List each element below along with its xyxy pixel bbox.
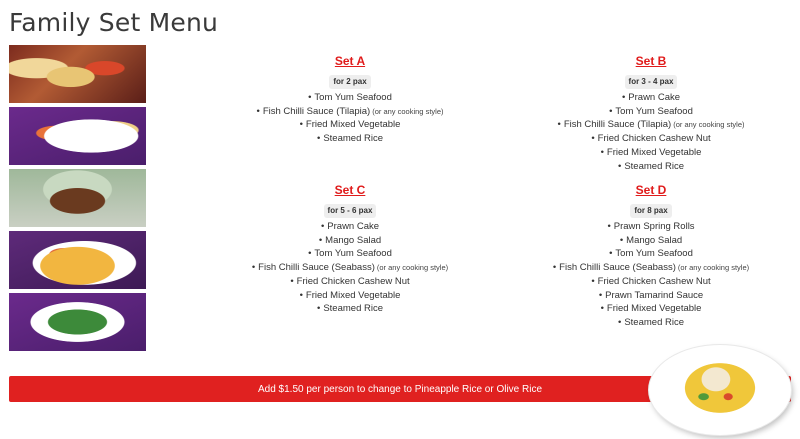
list-item — [521, 118, 781, 132]
list-item — [521, 146, 781, 160]
bullet-icon: • — [618, 160, 622, 172]
set-d-item-list — [521, 220, 781, 330]
set-b-pax-badge: for 3 - 4 pax — [625, 75, 678, 89]
list-item — [521, 105, 781, 119]
item-text: Steamed Rice — [624, 316, 684, 328]
bullet-icon: • — [290, 275, 294, 287]
list-item — [521, 316, 781, 330]
list-item — [220, 289, 480, 303]
page-title: Family Set Menu — [9, 8, 219, 37]
bullet-icon: • — [299, 289, 303, 301]
item-text: Fish Chilli Sauce (Tilapia) — [262, 105, 371, 117]
list-item — [521, 247, 781, 261]
item-text: Fried Mixed Vegetable — [606, 303, 702, 315]
item-text: Fried Mixed Vegetable — [606, 146, 702, 158]
set-c-title-link[interactable]: Set C — [334, 183, 366, 197]
bullet-icon: • — [607, 221, 611, 232]
dish-photo-4 — [9, 231, 146, 289]
item-text: Fried Chicken Cashew Nut — [597, 275, 711, 287]
item-text: Prawn Tamarind Sauce — [605, 289, 704, 301]
item-text: Prawn Cake — [327, 221, 380, 232]
bullet-icon: • — [552, 262, 557, 274]
set-c-pax-badge: for 5 - 6 pax — [324, 204, 377, 218]
list-item — [521, 91, 781, 105]
bullet-icon: • — [557, 119, 561, 131]
set-a-card — [220, 54, 480, 146]
list-item — [521, 160, 781, 174]
set-b-item-list — [521, 91, 781, 173]
item-text: Fried Chicken Cashew Nut — [296, 275, 410, 287]
bullet-icon: • — [251, 262, 256, 274]
bullet-icon: • — [609, 105, 613, 117]
list-item — [220, 247, 480, 261]
item-note: (or any cooking style) — [677, 263, 750, 273]
item-text: Prawn Spring Rolls — [613, 221, 695, 232]
item-text: Mango Salad — [325, 234, 382, 246]
set-b-card — [521, 54, 781, 173]
bullet-icon: • — [619, 234, 624, 246]
set-c-card — [220, 183, 480, 316]
set-a-title-link[interactable]: Set A — [334, 54, 366, 68]
list-item — [220, 118, 480, 132]
item-note: (or any cooking style) — [376, 263, 449, 273]
bullet-icon: • — [320, 221, 325, 232]
item-text: Tom Yum Seafood — [314, 248, 392, 260]
dish-photo-5 — [9, 293, 146, 351]
bullet-icon: • — [621, 92, 626, 103]
item-text: Tom Yum Seafood — [615, 248, 693, 260]
item-note: (or any cooking style) — [372, 106, 444, 116]
rice-upgrade-banner[interactable]: Add $1.50 per person to change to Pineapple Rice or Olive Rice — [9, 376, 791, 402]
list-item — [521, 289, 781, 303]
bullet-icon: • — [308, 92, 312, 103]
set-d-card — [521, 183, 781, 330]
list-item — [220, 220, 480, 234]
dish-photo-3 — [9, 169, 146, 227]
bullet-icon: • — [308, 248, 312, 260]
list-item — [220, 91, 480, 105]
bullet-icon: • — [618, 316, 622, 328]
bullet-icon: • — [591, 133, 595, 145]
list-item — [220, 261, 480, 275]
item-text: Tom Yum Seafood — [615, 105, 693, 117]
list-item — [521, 220, 781, 234]
item-text: Tom Yum Seafood — [314, 92, 392, 103]
dish-photo-2 — [9, 107, 146, 165]
list-item — [220, 105, 480, 119]
bullet-icon: • — [317, 303, 321, 315]
set-b-title-link[interactable]: Set B — [635, 54, 667, 68]
bullet-icon: • — [256, 105, 260, 117]
set-a-item-list — [220, 91, 480, 146]
dish-photo-1 — [9, 45, 146, 103]
list-item — [521, 234, 781, 248]
bullet-icon: • — [600, 146, 604, 158]
item-text: Fish Chilli Sauce (Seabass) — [559, 262, 676, 274]
list-item — [521, 302, 781, 316]
bullet-icon: • — [609, 248, 613, 260]
set-a-pax-badge: for 2 pax — [329, 75, 370, 89]
item-text: Fish Chilli Sauce (Seabass) — [258, 262, 375, 274]
list-item — [521, 132, 781, 146]
bullet-icon: • — [598, 289, 603, 301]
bullet-icon: • — [318, 234, 323, 246]
item-text: Steamed Rice — [624, 160, 684, 172]
item-text: Fried Mixed Vegetable — [305, 119, 401, 131]
list-item — [220, 302, 480, 316]
item-text: Steamed Rice — [323, 133, 383, 145]
list-item — [521, 275, 781, 289]
list-item — [220, 275, 480, 289]
list-item — [220, 132, 480, 146]
dish-photo-strip — [9, 45, 146, 355]
item-text: Steamed Rice — [323, 303, 383, 315]
pineapple-rice-photo — [649, 345, 791, 435]
item-text: Mango Salad — [626, 234, 683, 246]
item-text: Prawn Cake — [628, 92, 681, 103]
bullet-icon: • — [299, 119, 303, 131]
bullet-icon: • — [591, 275, 595, 287]
list-item — [220, 234, 480, 248]
item-text: Fried Mixed Vegetable — [305, 289, 401, 301]
item-note: (or any cooking style) — [673, 120, 745, 130]
bullet-icon: • — [600, 303, 604, 315]
set-c-item-list — [220, 220, 480, 316]
item-text: Fish Chilli Sauce (Tilapia) — [563, 119, 672, 131]
bullet-icon: • — [317, 133, 321, 145]
list-item — [521, 261, 781, 275]
set-d-pax-badge: for 8 pax — [630, 204, 671, 218]
set-d-title-link[interactable]: Set D — [635, 183, 667, 197]
item-text: Fried Chicken Cashew Nut — [597, 133, 711, 145]
